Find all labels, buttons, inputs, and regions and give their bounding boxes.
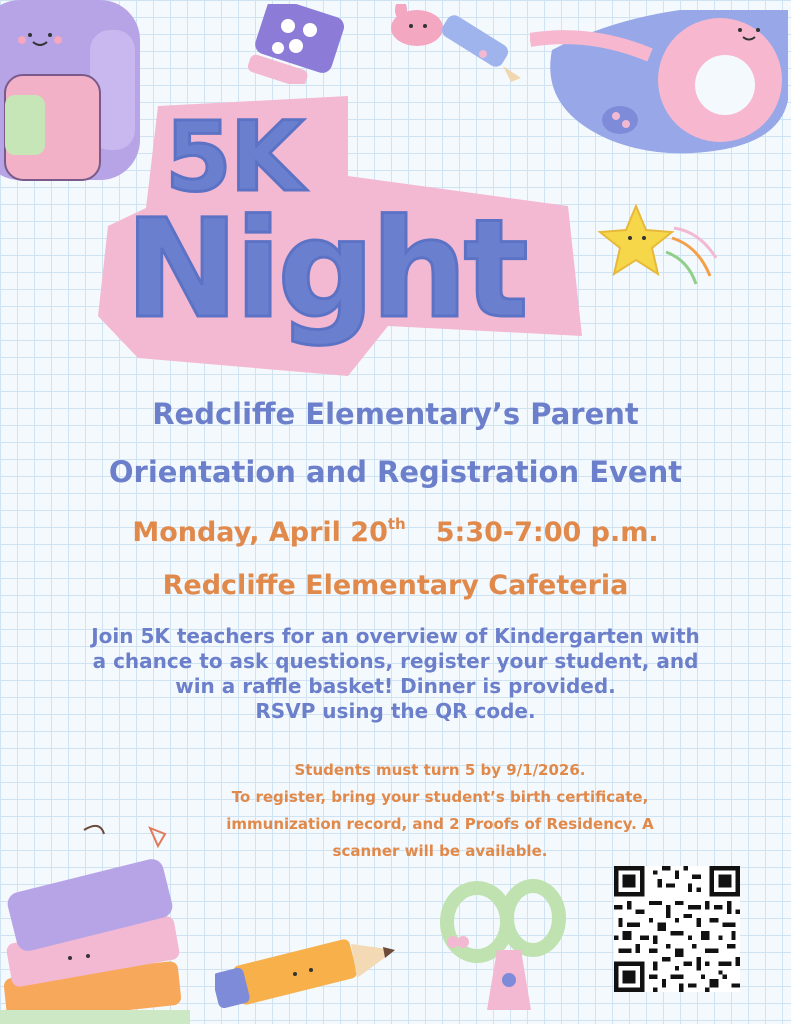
headline-line2: Orientation and Registration Event (108, 455, 683, 489)
event-day: Monday, April 20 (132, 517, 388, 548)
pencil-icon (215, 930, 400, 1010)
event-datetime (0, 515, 791, 548)
scissors-icon (435, 870, 575, 1010)
headline-line1: Redcliffe Elementary’s Parent (152, 397, 639, 431)
event-location: Redcliffe Elementary Cafeteria (162, 570, 629, 601)
qr-code-icon[interactable] (614, 866, 740, 992)
requirements-line2: To register, bring your student’s birth certificate, (231, 788, 649, 806)
thermos-icon (248, 4, 348, 84)
title-night: Night (125, 191, 525, 349)
requirements-line1: Students must turn 5 by 9/1/2026. (294, 761, 586, 779)
description (40, 624, 751, 724)
books-icon (0, 820, 205, 1024)
description-line2: a chance to ask questions, register your student, and (92, 649, 699, 673)
event-day-ordinal: th (387, 515, 406, 533)
event-time: 5:30-7:00 p.m. (435, 517, 659, 548)
description-line1: Join 5K teachers for an overview of Kindergarten with (91, 624, 700, 648)
description-line4: RSVP using the QR code. (255, 699, 536, 723)
requirements-line4: scanner will be available. (332, 842, 548, 860)
title-5k: 5K (165, 101, 303, 213)
bunny-pencil-icon (385, 4, 535, 84)
requirements-line3: immunization record, and 2 Proofs of Residency. A (226, 815, 654, 833)
star-icon (588, 198, 723, 293)
requirements (205, 757, 675, 865)
description-line3: win a raffle basket! Dinner is provided. (175, 674, 616, 698)
